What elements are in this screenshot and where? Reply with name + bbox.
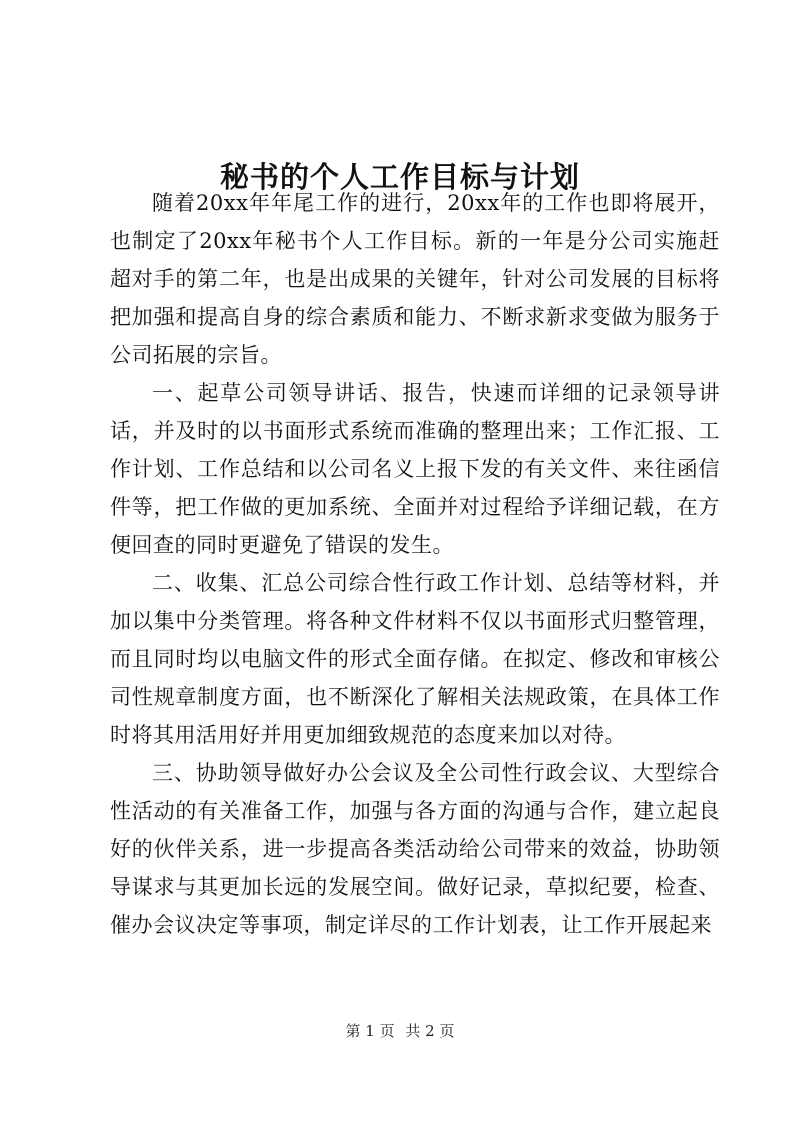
paragraph-section-2: 二、收集、汇总公司综合性行政工作计划、总结等材料，并加以集中分类管理。将各种文件材料不仅以书面形式归整管理，而且同时均以电脑文件的形式全面存储。在拟定、修改和审核公司性规章制度方面，也不断深化了解相关法规政策，在具体工作时将其用活用好并用更加细致规范的态度来加以对待。 — [110, 571, 720, 747]
paragraph-section-1: 一、起草公司领导讲话、报告，快速而详细的记录领导讲话，并及时的以书面形式系统而准确的整理出来；工作汇报、工作计划、工作总结和以公司名义上报下发的有关文件、来往函信件等，把工作做的更加系统、全面并对过程给予详细记载，在方便回查的同时更避免了错误的发生。 — [110, 381, 720, 557]
page-footer — [0, 1020, 800, 1042]
page-total: 共 2 页 — [405, 1022, 455, 1040]
paragraph-section-3: 三、协助领导做好办公会议及全公司性行政会议、大型综合性活动的有关准备工作，加强与各方面的沟通与合作，建立起良好的伙伴关系，进一步提高各类活动给公司带来的效益，协助领导谋求与其更加长远的发展空间。做好记录，草拟纪要，检查、催办会议决定等事项，制定详尽的工作计划表，让工作开展起来 — [110, 761, 720, 937]
paragraph-intro: 随着20xx年年尾工作的进行，20xx年的工作也即将展开，也制定了20xx年秘书个人工作目标。新的一年是分公司实施赶超对手的第二年，也是出成果的关键年，针对公司发展的目标将把加强和提高自身的综合素质和能力、不断求新求变做为服务于公司拓展的宗旨。 — [110, 191, 720, 367]
document-title: 秘书的个人工作目标与计划 — [219, 160, 580, 195]
document-body — [110, 184, 720, 944]
page-number: 第 1 页 — [345, 1022, 395, 1040]
